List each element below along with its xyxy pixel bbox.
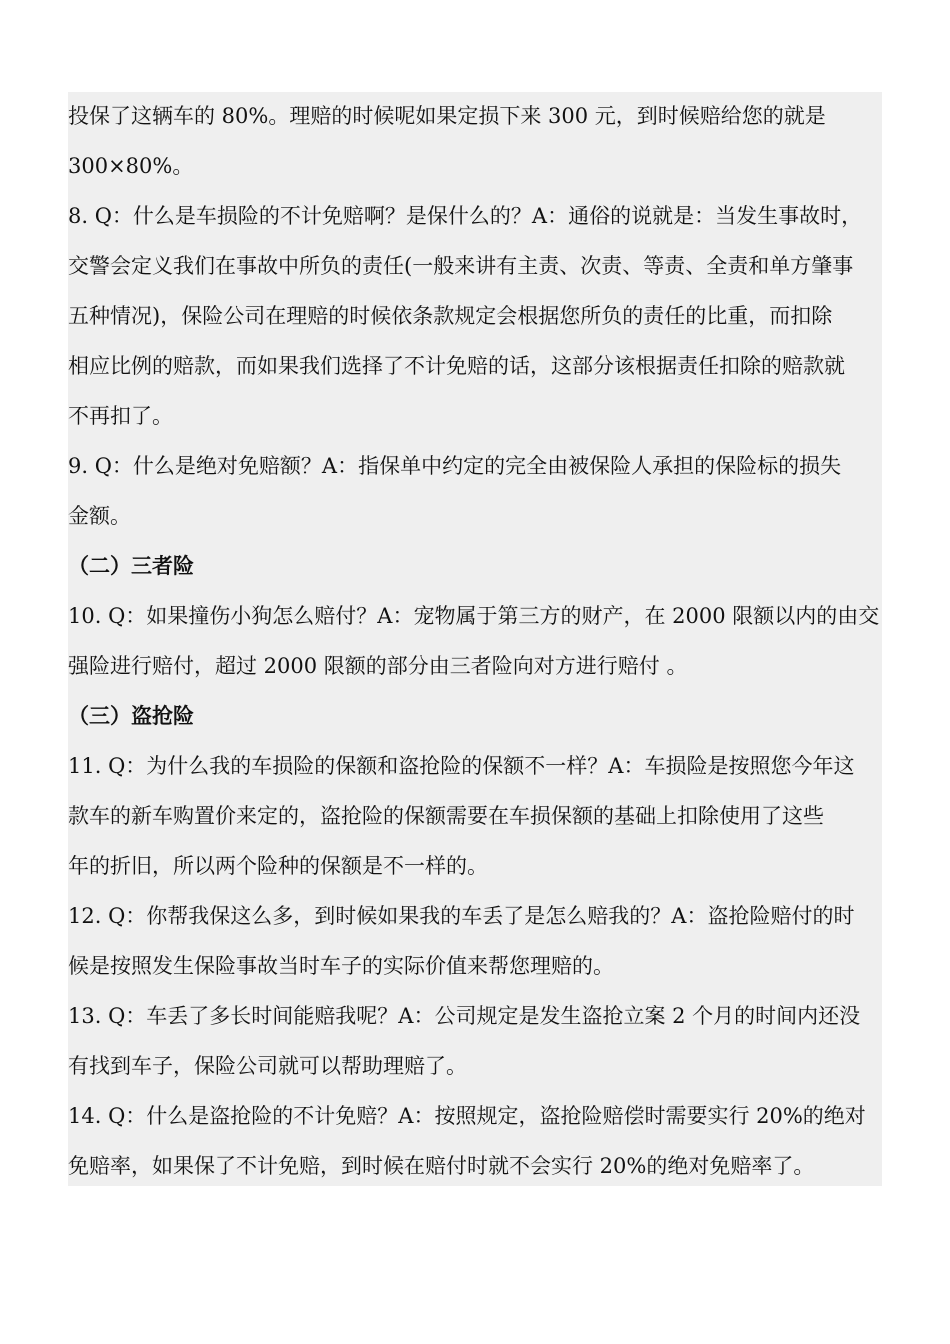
- text-line: 相应比例的赔款，而如果我们选择了不计免赔的话，这部分该根据责任扣除的赔款就: [68, 354, 845, 378]
- text-line: 不再扣了。: [68, 404, 173, 428]
- section-heading-third-party: （二）三者险: [68, 553, 194, 578]
- text-line: 有找到车子，保险公司就可以帮助理赔了。: [68, 1054, 467, 1078]
- document-body: [68, 92, 882, 1186]
- text-line: 年的折旧，所以两个险种的保额是不一样的。: [68, 854, 488, 878]
- text-line: 金额。: [68, 504, 131, 528]
- text-line: 300×80%。: [68, 154, 194, 178]
- question-13: 13. Q：车丢了多长时间能赔我呢？A：公司规定是发生盗抢立案 2 个月的时间内还没: [68, 1004, 861, 1028]
- question-10: 10. Q：如果撞伤小狗怎么赔付？A：宠物属于第三方的财产，在 2000 限额以内的由交: [68, 604, 880, 628]
- text-line: 款车的新车购置价来定的，盗抢险的保额需要在车损保额的基础上扣除使用了这些: [68, 804, 824, 828]
- text-line: 候是按照发生保险事故当时车子的实际价值来帮您理赔的。: [68, 954, 614, 978]
- text-line: 强险进行赔付，超过 2000 限额的部分由三者险向对方进行赔付 。: [68, 654, 688, 678]
- question-12: 12. Q：你帮我保这么多，到时候如果我的车丢了是怎么赔我的？A：盗抢险赔付的时: [68, 904, 855, 928]
- question-14: 14. Q：什么是盗抢险的不计免赔？A：按照规定，盗抢险赔偿时需要实行 20%的绝对: [68, 1104, 866, 1128]
- text-line: 投保了这辆车的 80%。理赔的时候呢如果定损下来 300 元，到时候赔给您的就是: [68, 104, 826, 128]
- question-8: 8. Q：什么是车损险的不计免赔啊？是保什么的？A：通俗的说就是：当发生事故时，: [68, 204, 863, 228]
- text-line: 交警会定义我们在事故中所负的责任(一般来讲有主责、次责、等责、全责和单方肇事: [68, 254, 854, 278]
- question-9: 9. Q：什么是绝对免赔额？A：指保单中约定的完全由被保险人承担的保险标的损失: [68, 454, 842, 478]
- text-line: 五种情况)，保险公司在理赔的时候依条款规定会根据您所负的责任的比重，而扣除: [68, 304, 833, 328]
- text-line: 免赔率，如果保了不计免赔，到时候在赔付时就不会实行 20%的绝对免赔率了。: [68, 1154, 815, 1178]
- question-11: 11. Q：为什么我的车损险的保额和盗抢险的保额不一样？A：车损险是按照您今年这: [68, 754, 855, 778]
- section-heading-theft: （三）盗抢险: [68, 703, 194, 728]
